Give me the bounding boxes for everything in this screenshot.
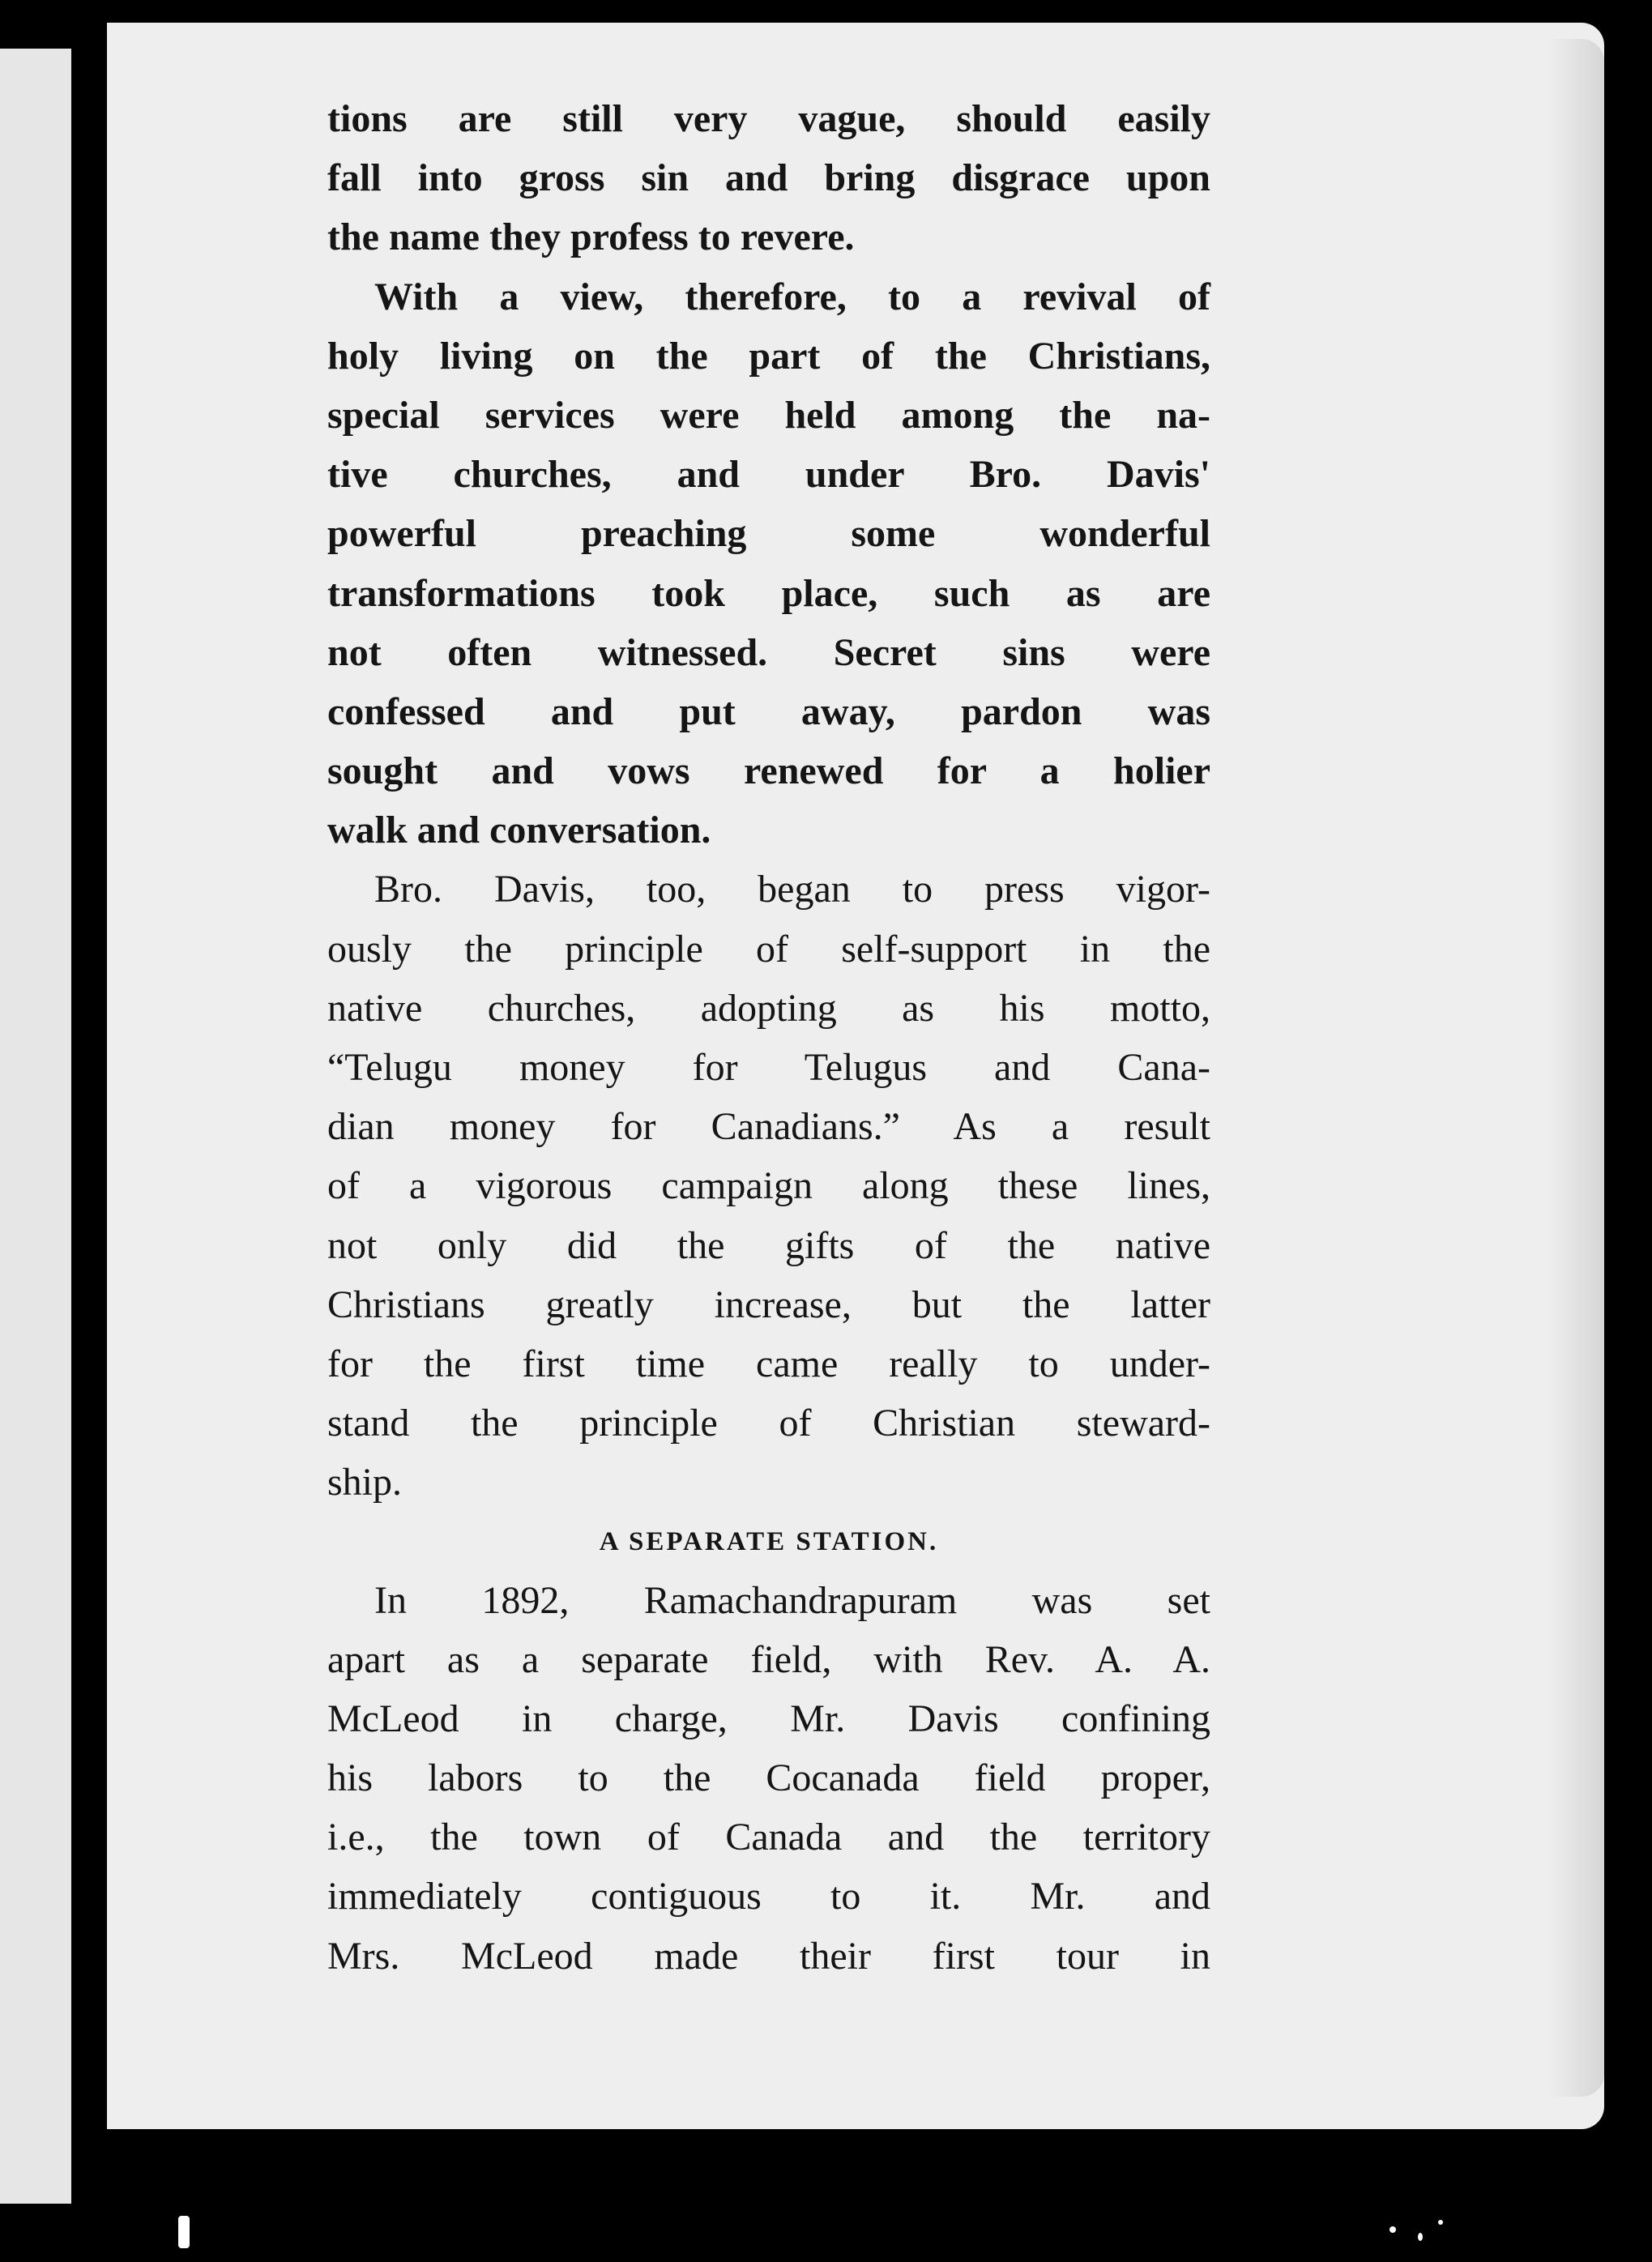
text-line: confessed and put away, pardon was <box>327 689 1210 733</box>
text-line: for the first time came really to under- <box>327 1342 1210 1385</box>
text-line: dian money for Canadians.” As a result <box>327 1105 1210 1149</box>
text-line: sought and vows renewed for a holier <box>327 749 1210 793</box>
text-line: transformations took place, such as are <box>327 571 1210 615</box>
text-line: special services were held among the na- <box>327 393 1210 437</box>
scan-speck <box>1438 2220 1443 2225</box>
page-edge-shadow <box>1547 39 1604 2097</box>
facing-page-edge <box>0 49 71 2204</box>
text-line: apart as a separate field, with Rev. A. A. <box>327 1637 1210 1681</box>
text-line: “Telugu money for Telugus and Cana- <box>327 1046 1210 1089</box>
text-line: i.e., the town of Canada and the territory <box>327 1816 1210 1859</box>
text-line: not often witnessed. Secret sins were <box>327 630 1210 674</box>
text-line: ously the principle of self-support in the <box>327 927 1210 971</box>
text-line: the name they profess to revere. <box>327 216 855 259</box>
text-line: fall into gross sin and bring disgrace upon <box>327 156 1210 200</box>
text-line: native churches, adopting as his motto, <box>327 986 1210 1030</box>
text-line: immediately contiguous to it. Mr. and <box>327 1875 1210 1918</box>
text-line: tive churches, and under Bro. Davis' <box>327 453 1210 497</box>
page-text <box>327 89 1210 1986</box>
text-line: tions are still very vague, should easily <box>327 97 1210 140</box>
text-line: not only did the gifts of the native <box>327 1223 1210 1267</box>
text-line: McLeod in charge, Mr. Davis confining <box>327 1696 1210 1740</box>
text-line: stand the principle of Christian steward- <box>327 1402 1210 1445</box>
text-line: In 1892, Ramachandrapuram was set <box>374 1578 1210 1622</box>
text-line: Mrs. McLeod made their first tour in <box>327 1934 1210 1978</box>
text-line: powerful preaching some wonderful <box>327 512 1210 556</box>
text-line: of a vigorous campaign along these lines, <box>327 1164 1210 1208</box>
text-line: his labors to the Cocanada field proper, <box>327 1756 1210 1800</box>
text-line: walk and conversation. <box>327 809 711 852</box>
text-line: With a view, therefore, to a revival of <box>374 275 1210 318</box>
text-line: Bro. Davis, too, began to press vigor- <box>374 868 1210 911</box>
text-line: holy living on the part of the Christians, <box>327 334 1210 378</box>
text-line: Christians greatly increase, but the latter <box>327 1283 1210 1326</box>
scan-speck <box>1389 2226 1396 2233</box>
text-line: ship. <box>327 1461 403 1504</box>
scan-speck <box>178 2216 190 2248</box>
scan-speck <box>1418 2233 1423 2241</box>
section-heading: A SEPARATE STATION. <box>599 1526 939 1556</box>
